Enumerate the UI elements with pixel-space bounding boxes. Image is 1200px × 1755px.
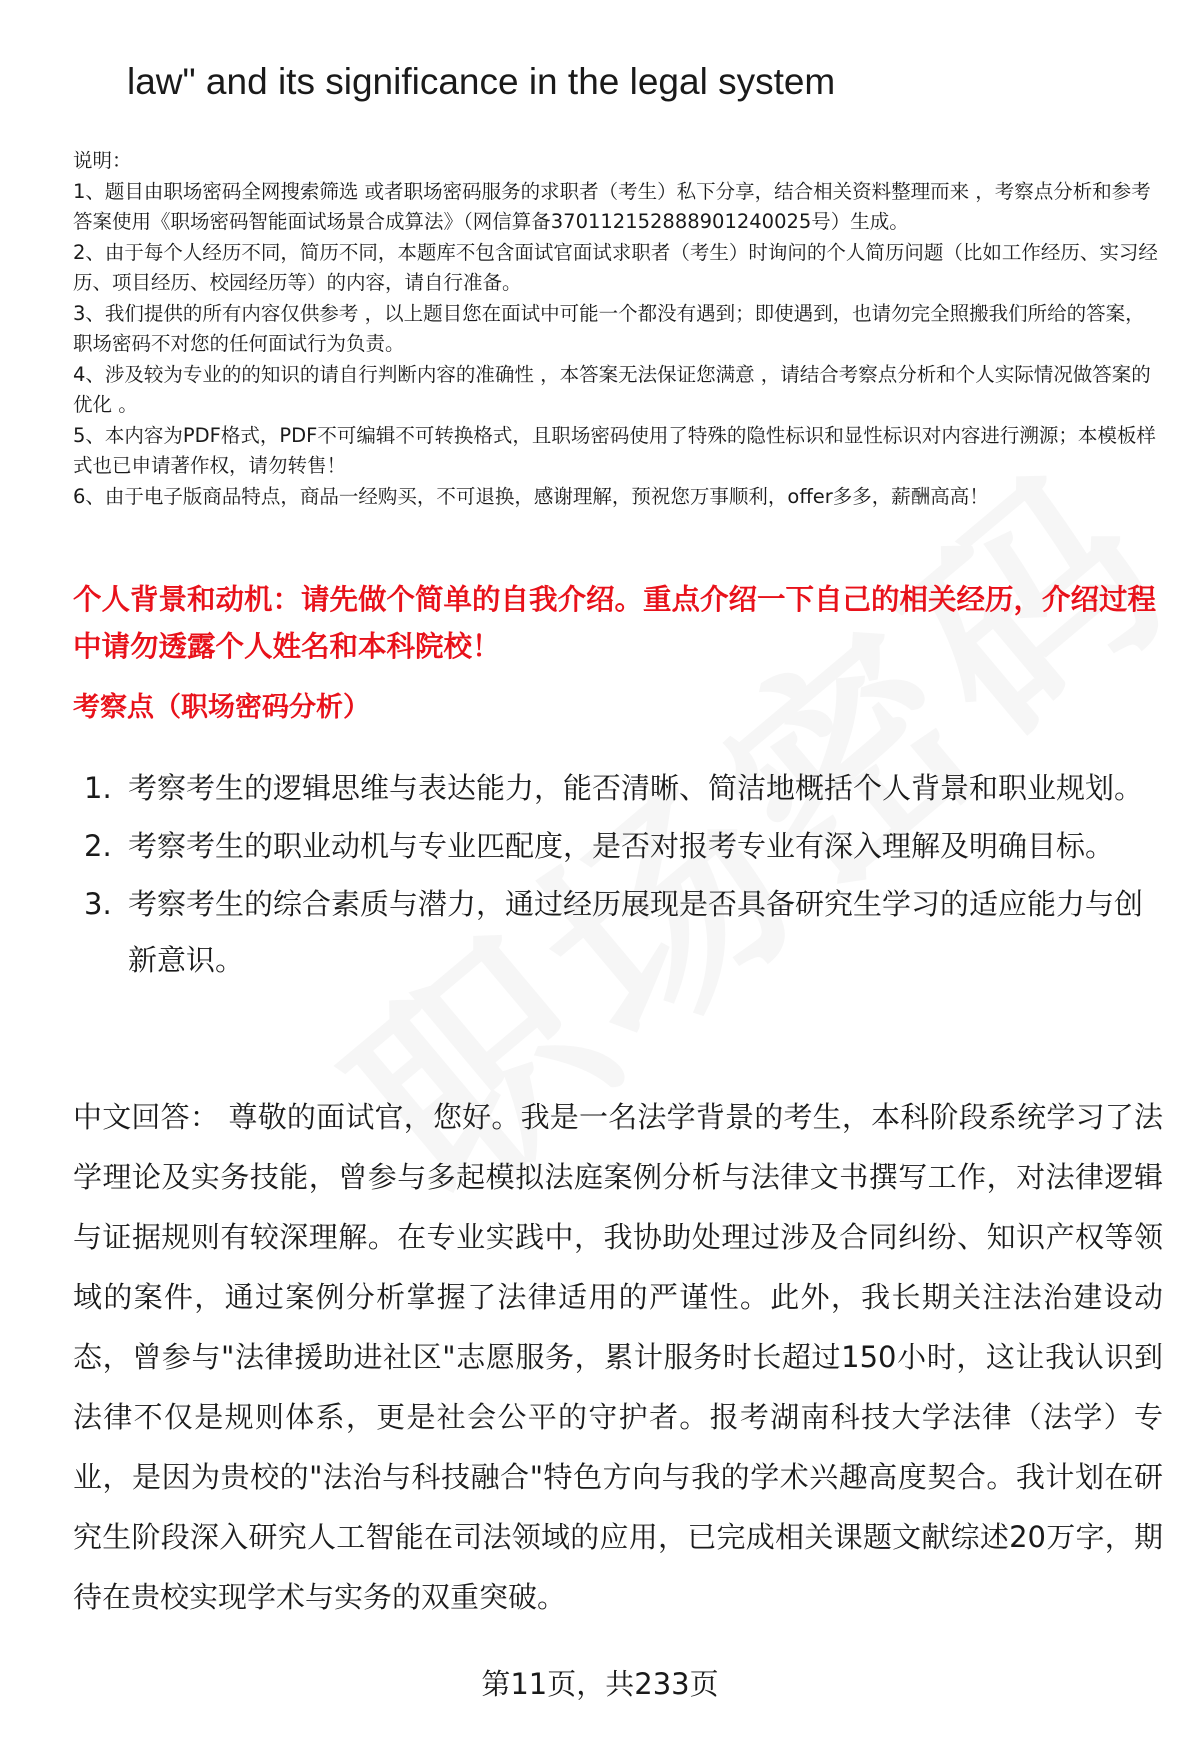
- note-item: 4、涉及较为专业的的知识的请自行判断内容的准确性 ，本答案无法保证您满意 ，请结合考察点分析和个人实际情况做答案的优化 。: [73, 362, 1151, 416]
- answer-section: [73, 1087, 1163, 1627]
- point-text: 考察考生的逻辑思维与表达能力，能否清晰、简洁地概括个人背景和职业规划。: [128, 771, 1144, 805]
- question-text: 个人背景和动机：请先做个简单的自我介绍。重点介绍一下自己的相关经历，介绍过程中请勿透露个人姓名和本科院校！: [73, 583, 1157, 663]
- point-number: 3.: [84, 887, 112, 921]
- note-item: 2、由于每个人经历不同，简历不同，本题库不包含面试官面试求职者（考生）时询问的个人简历问题（比如工作经历、实习经历、项目经历、校园经历等）的内容，请自行准备。: [73, 240, 1158, 294]
- notes-section: [73, 146, 1158, 512]
- point-number: 2.: [84, 829, 112, 863]
- answer-text: 中文回答： 尊敬的面试官，您好。我是一名法学背景的考生，本科阶段系统学习了法学理论及实务技能，曾参与多起模拟法庭案例分析与法律文书撰写工作，对法律逻辑与证据规则有较深理解。在专业实践中，我协助处理过涉及合同纠纷、知识产权等领域的案件，通过案例分析掌握了法律适用的严谨性。此外，我长期关注法治建设动态，曾参与"法律援助进社区"志愿服务，累计服务时长超过150小时，这让我认识到法律不仅是规则体系，更是社会公平的守护者。报考湖南科技大学法律（法学）专业，是因为贵校的"法治与科技融合"特色方向与我的学术兴趣高度契合。我计划在研究生阶段深入研究人工智能在司法领域的应用，已完成相关课题文献综述20万字，期待在贵校实现学术与实务的双重突破。: [73, 1100, 1163, 1614]
- note-item: 5、本内容为PDF格式，PDF不可编辑不可转换格式，且职场密码使用了特殊的隐性标识和显性标识对内容进行溯源；本模板样式也已申请著作权，请勿转售！: [73, 423, 1156, 477]
- analysis-points-list: [84, 760, 1164, 990]
- point-text: 考察考生的职业动机与专业匹配度，是否对报考专业有深入理解及明确目标。: [128, 829, 1115, 863]
- question-heading: [73, 576, 1158, 670]
- note-item: 3、我们提供的所有内容仅供参考 ，以上题目您在面试中可能一个都没有遇到；即使遇到，也请勿完全照搬我们所给的答案，职场密码不对您的任何面试行为负责。: [73, 301, 1145, 355]
- point-text: 考察考生的综合素质与潜力，通过经历展现是否具备研究生学习的适应能力与创新意识。: [128, 887, 1144, 977]
- page-number-label: 第11页，共233页: [481, 1667, 719, 1701]
- note-item: 6、由于电子版商品特点，商品一经购买，不可退换，感谢理解，预祝您万事顺利，offer多多，薪酬高高！: [73, 484, 989, 508]
- analysis-point: [84, 760, 1164, 816]
- continued-heading: law" and its significance in the legal system: [127, 61, 836, 102]
- notes-title: 说明：: [73, 149, 132, 172]
- point-number: 1.: [84, 771, 112, 805]
- analysis-title: 考察点（职场密码分析）: [73, 692, 370, 723]
- analysis-point: [84, 876, 1164, 988]
- page-footer: [0, 1664, 1200, 1704]
- analysis-point: [84, 818, 1164, 874]
- note-item: 1、题目由职场密码全网搜索筛选 或者职场密码服务的求职者（考生）私下分享，结合相关资料整理而来 ，考察点分析和参考答案使用《职场密码智能面试场景合成算法》（网信算备370112152888901240025号）生成。: [73, 179, 1151, 233]
